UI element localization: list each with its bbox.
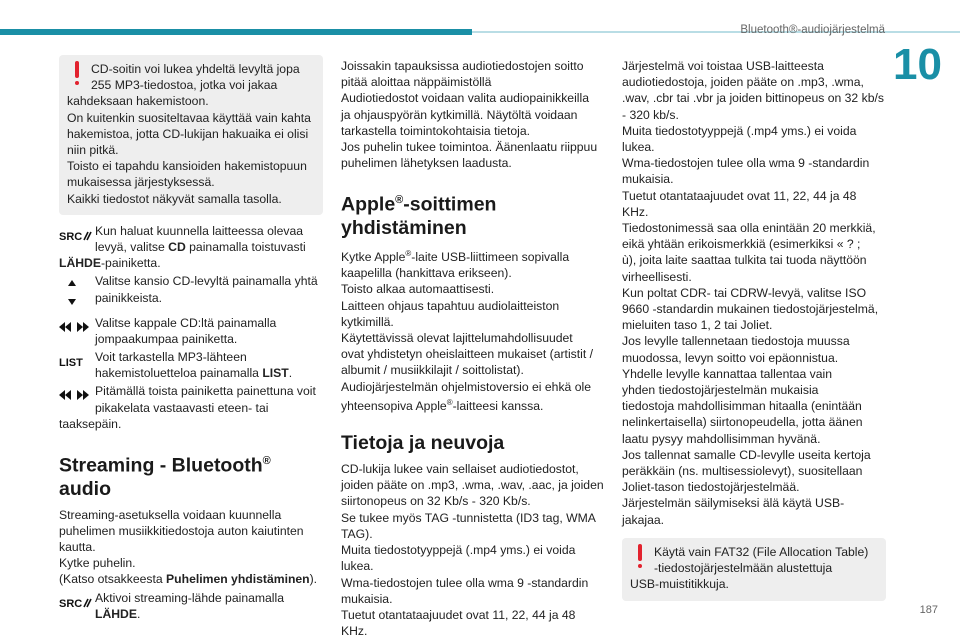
up-down-arrows-icon	[59, 273, 95, 312]
list-instruction: LIST Voit tarkastella MP3-lähteen hakemistoluetteloa painamalla LIST.	[59, 350, 293, 381]
warning-line: Toisto ei tapahdu kansioiden hakemistopuun	[67, 159, 307, 174]
fast-forward-instruction: Pitämällä toista painiketta painettuna voit pikakelata vastaavasti eteen- tai taaksepäin.	[59, 384, 316, 431]
warning-icon	[69, 61, 85, 89]
column-3: Järjestelmä voi toistaa USB-laitteesta audiotiedostoja, joiden pääte on .mp3, .wma, .wav, .cbr tai .vbr ja joiden bittinopeus on 32 kb/s - 320 kb/s. Muita tiedostotyyppejä (.mp4 yms.) ei voida lukea. Wma-tiedostojen tulee olla wma 9 -standardin mukaisia. Tuetut otantataajuudet ovat 11, 22, 44 ja 48 KHz. Tiedostonimessä saa olla enintään 20 merkkiä, eikä yhtään erikoismerkkiä (esimerkiksi « ? ; ù), joita laite saattaa tulkita tai tuoda näyttöön virheellisesti. Kun poltat CDR- tai CDRW-levyä, valitse ISO 9660 -standardin mukainen tiedostojärjestelmä, mieluiten taso 1, 2 tai Joliet. Jos levylle tallennetaan tiedostoja muussa muodossa, levyn soitto voi epäonnistua. Yhdelle levylle kannattaa tallentaa vain yhden tiedostojärjestelmän mukaisia tiedostoja mahdollisimman hitaalla (enintään nelinkertaisella) siirtonopeudella, jotta äänen laatu pysyy mahdollisimman hyvänä. Jos tallennat samalle CD-levylle useita kertoja peräkkäin (ns. multisessiolevyt), suositellaan Joliet-tason tiedostojärjestelmää. Järjestelmän säilymiseksi älä käytä USB-jakajaa. Käytä vain FAT32 (File Allocation Table) -tiedostojärjestelmään alustettuja USB-muistitikkuja.	[622, 58, 886, 601]
warning-line: Kaikki tiedostot näkyvät samalla tasolla.	[67, 191, 282, 206]
header-title: Bluetooth®-audiojärjestelmä	[740, 24, 885, 36]
src-instruction: SRC Kun haluat kuunnella laitteessa olevaa levyä, valitse CD painamalla toistuvasti LÄHDE-painiketta.	[59, 223, 306, 271]
column-1: CD-soitin voi lukea yhdeltä levyltä jopa 255 MP3-tiedostoa, jotka voi jakaa kahdeksaan hakemistoon. On kuitenkin suositeltavaa käyttää vain kahta hakemistoa, jotta CD-lukijan hakuaika ei olisi niin pitkä. Toisto ei tapahdu kansioiden hakemistopuun mukaisessa järjestyksessä. Kaikki tiedostot näkyvät samalla tasolla. SRC Kun haluat kuunnella laitteessa olevaa levyä, valitse CD painamalla toistuvasti LÄHDE-painiketta. Valitse kansio CD-levyltä painamalla yhtä painikkeista. Valitse kappale CD:ltä painamalla jompaakumpaa painiketta. LIST Voit tarkastella MP3-lähteen hakemistoluetteloa painamalla LIST. Pitämällä toista painiketta painettuna voit pikakelata vastaavasti eteen- tai taaksepäin. Streaming - Bluetooth® audio Streaming-asetuksella voidaan kuunnella puhelimen musiikkitiedostoja auton kaiutinten kautta. Kytke puhelin. (Katso otsakkeesta Puhelimen yhdistäminen). SRC Aktivoi streaming-lähde painamalla LÄHDE.	[59, 55, 323, 622]
prev-next-icon	[59, 315, 95, 347]
column-2: Joissakin tapauksissa audiotiedostojen soitto pitää aloittaa näppäimistöllä Audiotiedostot voidaan valita audiopainikkeilla ja ohjauspyörän kytkimillä. Näytöltä voidaan tarkastella toimintokohtaisia tietoja. Jos puhelin tukee toimintoa. Äänenlaatu riippuu puhelimen lähetyksen laadusta. Apple®-soittimen yhdistäminen Kytke Apple®-laite USB-liittimeen sopivalla kaapelilla (hankittava erikseen). Toisto alkaa automaattisesti. Laitteen ohjaus tapahtuu audiolaitteiston kytkimillä. Käytettävissä olevat lajittelumahdollisuudet ovat yhdistetyn oheislaitteen mukaiset (artistit / albumit / musiikkilajit / soittolistat). Audiojärjestelmän ohjelmistoversio ei ehkä ole yhteensopiva Apple®-laitteesi kanssa. Tietoja ja neuvoja CD-lukija lukee vain sellaiset audiotiedostot, joiden pääte on .mp3, .wma, .wav, .aac, ja joiden siirtonopeus on 32 Kb/s - 320 Kb/s. Se tukee myös TAG -tunnistetta (ID3 tag, WMA TAG). Muita tiedostotyyppejä (.mp4 yms.) ei voida lukea. Wma-tiedostojen tulee olla wma 9 -standardin mukaisia. Tuetut otantataajuudet ovat 11, 22, 44 ja 48 KHz.	[341, 59, 604, 639]
chapter-number: 10	[893, 40, 942, 89]
warning-icon	[632, 544, 648, 572]
warning-box	[59, 55, 323, 215]
list-icon: LIST	[59, 357, 83, 370]
track-instruction: Valitse kappale CD:ltä painamalla jompaakumpaa painiketta.	[59, 315, 323, 347]
warning-line: kahdeksaan hakemistoon.	[67, 94, 209, 109]
warning-line: mukaisessa järjestyksessä.	[67, 175, 215, 190]
warning-line: hakemistoa, jotta CD-lukijan hakuaika ei olisi	[67, 126, 309, 141]
warning-line: On kuitenkin suositeltavaa käyttää vain kahta	[67, 110, 311, 125]
header-rule	[472, 31, 960, 33]
usb-warning-box: Käytä vain FAT32 (File Allocation Table) -tiedostojärjestelmään alustettuja USB-muistitikkuja.	[622, 538, 886, 601]
warning-line: CD-soitin voi lukea yhdeltä levyltä jopa	[91, 62, 300, 76]
folder-instruction: Valitse kansio CD-levyltä painamalla yhtä painikkeista.	[59, 273, 323, 312]
section-heading-info: Tietoja ja neuvoja	[341, 432, 505, 455]
section-heading-streaming: Streaming - Bluetooth® audio	[59, 454, 271, 500]
src-icon: SRC	[59, 590, 95, 622]
page-number: 187	[919, 603, 938, 616]
warning-line: 255 MP3-tiedostoa, jotka voi jakaa	[91, 78, 278, 93]
activate-streaming-instruction: SRC Aktivoi streaming-lähde painamalla LÄHDE.	[59, 590, 285, 621]
section-heading-apple: Apple®-soittimen yhdistäminen	[341, 193, 497, 239]
src-icon: SRC	[59, 223, 95, 272]
header-accent-bar	[0, 29, 472, 35]
warning-line: niin pitkä.	[67, 143, 119, 158]
